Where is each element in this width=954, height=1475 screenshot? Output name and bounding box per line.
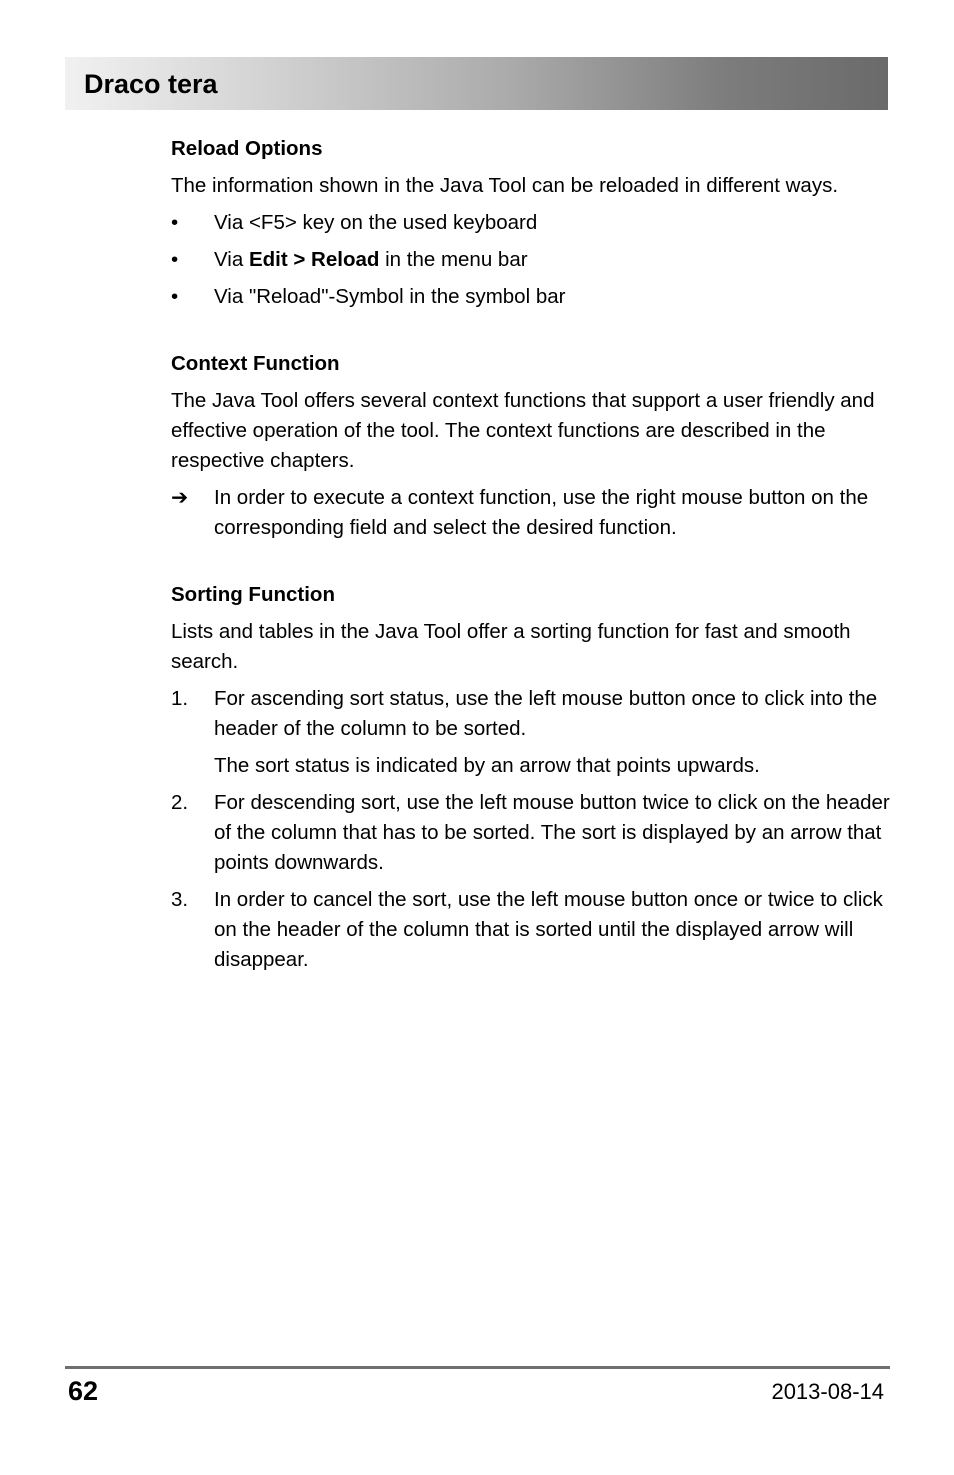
step-text: In order to cancel the sort, use the left mouse button once or twice to click on the header of the column that is sorted until the displayed arrow will disappear. bbox=[214, 888, 883, 971]
list-item-text-suffix: in the menu bar bbox=[379, 248, 528, 271]
instruction-text: In order to execute a context function, use the right mouse button on the corresponding field and select the desired function. bbox=[214, 486, 869, 539]
instruction-item bbox=[171, 483, 891, 543]
footer-date: 2013-08-14 bbox=[771, 1379, 884, 1404]
bullet-icon: • bbox=[171, 248, 179, 271]
numbered-step bbox=[171, 885, 891, 975]
page-content bbox=[171, 134, 891, 975]
reload-options-intro: The information shown in the Java Tool can be reloaded in different ways. bbox=[171, 174, 839, 197]
bullet-icon: • bbox=[171, 285, 179, 308]
reload-options-section bbox=[171, 134, 891, 312]
list-item-text: Via <F5> key on the used keyboard bbox=[214, 211, 538, 234]
header-title: Draco tera bbox=[84, 69, 218, 99]
bullet-icon: • bbox=[171, 211, 179, 234]
step-number: 1. bbox=[171, 687, 189, 710]
list-item-text-prefix: Via bbox=[214, 248, 249, 271]
sorting-function-section bbox=[171, 580, 891, 975]
sorting-function-intro: Lists and tables in the Java Tool offer a sorting function for fast and smooth search. bbox=[171, 620, 851, 673]
numbered-step bbox=[171, 684, 891, 744]
context-function-section bbox=[171, 349, 891, 543]
context-function-heading: Context Function bbox=[171, 352, 340, 375]
list-item bbox=[171, 245, 891, 275]
footer-divider bbox=[65, 1366, 890, 1369]
step-number: 3. bbox=[171, 888, 189, 911]
step-text: For ascending sort status, use the left mouse button once to click into the header of the column to be sorted. bbox=[214, 687, 878, 740]
list-item-text: Via "Reload"-Symbol in the symbol bar bbox=[214, 285, 566, 308]
menu-path: Edit > Reload bbox=[248, 248, 380, 271]
list-item bbox=[171, 208, 891, 238]
list-item bbox=[171, 282, 891, 312]
page-number: 62 bbox=[68, 1376, 99, 1406]
context-function-body: The Java Tool offers several context functions that support a user friendly and effective operation of the tool. The context functions are described in the respective chapters. bbox=[171, 389, 875, 472]
reload-options-heading: Reload Options bbox=[171, 137, 323, 160]
step-number: 2. bbox=[171, 791, 189, 814]
numbered-step bbox=[171, 788, 891, 878]
step-note: The sort status is indicated by an arrow that points upwards. bbox=[214, 754, 760, 777]
sorting-function-heading: Sorting Function bbox=[171, 583, 335, 606]
arrow-right-icon: ➔ bbox=[171, 486, 189, 509]
step-text: For descending sort, use the left mouse button twice to click on the header of the column that has to be sorted. The sort is displayed by an arrow that points downwards. bbox=[214, 791, 890, 874]
header-bar bbox=[65, 57, 888, 110]
